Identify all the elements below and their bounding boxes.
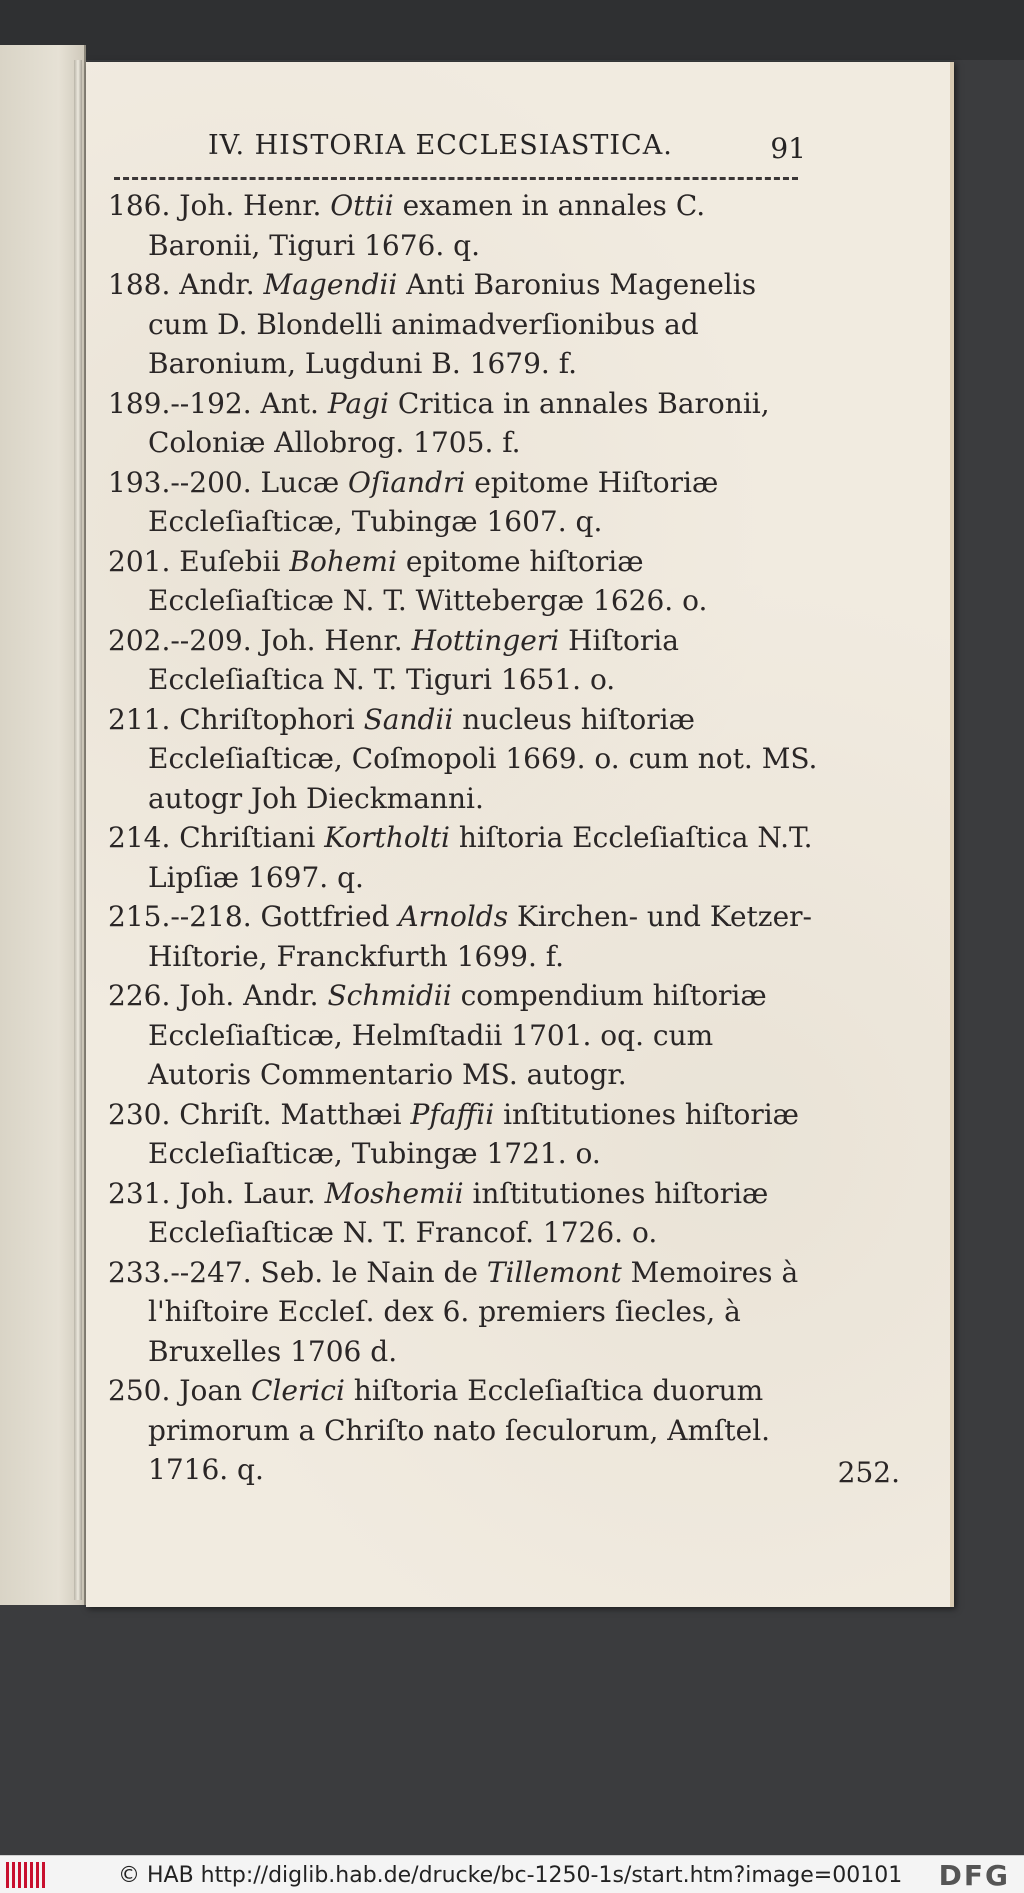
catalog-entry xyxy=(108,818,820,897)
entry-number: 230. xyxy=(108,1097,171,1131)
entry-text: epitome Hiſtoriæ Eccleſiaſticæ, Tubingæ 1607. q. xyxy=(148,465,719,538)
entry-text: Ant. xyxy=(260,386,328,420)
page-number: 91 xyxy=(770,132,806,165)
entry-text: Joh. Andr. xyxy=(179,979,328,1012)
entry-text: inſtitutiones hiſtoriæ Eccleſiaſticæ N. T. Francof. 1726. o. xyxy=(148,1176,769,1249)
entry-text: hiſtoria Eccleſiaſtica N.T. Lipſiæ 1697. q. xyxy=(148,821,813,894)
entry-text: Chriſtophori xyxy=(179,702,364,736)
entry-text: Kirchen- und Ketzer-Hiſtorie, Franckfurth 1699. f. xyxy=(148,900,812,973)
entry-text: Chriſtiani xyxy=(179,821,325,854)
entry-number: 250. xyxy=(108,1374,171,1407)
catalog-entry xyxy=(108,1253,820,1372)
running-title: IV. HISTORIA ECCLESIASTICA. xyxy=(208,130,673,161)
entry-text: Joh. Henr. xyxy=(179,189,331,222)
entry-author: Pagi xyxy=(327,386,389,420)
catalog-entry xyxy=(108,542,820,621)
entry-text: Joan xyxy=(179,1374,251,1407)
entry-text: Chriſt. Matthæi xyxy=(179,1097,411,1131)
entry-text: Critica in annales Baronii, Coloniæ Allobrog. 1705. f. xyxy=(148,386,770,459)
entry-author: Magendii xyxy=(263,268,398,301)
catalog-entry xyxy=(108,463,820,542)
entry-text: Anti Baronius Magenelis cum D. Blondelli animadverſionibus ad Baronium, Lugduni B. 1679. f. xyxy=(148,268,757,380)
dfg-logo: DFG xyxy=(938,1859,1010,1892)
entry-text: Joh. Laur. xyxy=(179,1176,325,1210)
entry-list xyxy=(108,186,820,1490)
entry-text: nucleus hiſtoriæ Eccleſiaſticæ, Coſmopoli 1669. o. cum not. MS. autogr Joh Dieckmanni. xyxy=(148,702,818,815)
entry-number: 233.--247. xyxy=(108,1255,252,1289)
catalog-entry xyxy=(108,186,820,265)
catalog-entry xyxy=(108,700,820,819)
entry-author: Pfaffii xyxy=(410,1097,495,1131)
entry-text: compendium hiſtoriæ Eccleſiaſticæ, Helmſtadii 1701. oq. cum Autoris Commentario MS. autogr. xyxy=(148,979,767,1091)
entry-text: Lucæ xyxy=(260,465,349,499)
catalog-entry xyxy=(108,1371,820,1490)
entry-author: Clerici xyxy=(250,1374,345,1407)
entry-author: Tillemont xyxy=(486,1255,622,1289)
entry-text: Hiſtoria Eccleſiaſtica N. T. Tiguri 1651. o. xyxy=(148,623,679,696)
entry-text: hiſtoria Eccleſiaſtica duorum primorum a Chriſto nato ſeculorum, Amſtel. 1716. q. xyxy=(148,1374,771,1486)
entry-author: Arnolds xyxy=(398,900,509,933)
catalog-entry xyxy=(108,621,820,700)
entry-author: Bohemi xyxy=(289,544,397,578)
entry-text: epitome hiſtoriæ Eccleſiaſticæ N. T. Wittebergæ 1626. o. xyxy=(148,544,708,617)
entry-author: Kortholti xyxy=(324,821,450,854)
header-rule xyxy=(114,177,798,180)
entry-number: 214. xyxy=(108,821,171,854)
entry-author: Hottingeri xyxy=(411,623,560,657)
entry-text: Euſebii xyxy=(179,544,290,578)
catalog-entry xyxy=(108,265,820,384)
entry-author: Ottii xyxy=(330,189,394,222)
entry-number: 202.--209. xyxy=(108,623,252,657)
entry-text: Gottfried xyxy=(260,900,399,933)
catalog-entry xyxy=(108,384,820,463)
entry-number: 231. xyxy=(108,1176,171,1210)
page-fold-edge xyxy=(74,60,82,1600)
entry-author: Moshemii xyxy=(324,1176,464,1210)
entry-number: 188. xyxy=(108,268,171,301)
entry-number: 189.--192. xyxy=(108,386,252,420)
scan-background xyxy=(0,0,1024,60)
entry-text: Seb. le Nain de xyxy=(260,1255,487,1289)
entry-text: Andr. xyxy=(179,268,264,301)
entry-number: 226. xyxy=(108,979,171,1012)
entry-author: Oſiandri xyxy=(348,465,466,499)
page-header xyxy=(124,128,814,168)
catalog-entry xyxy=(108,1095,820,1174)
entry-number: 211. xyxy=(108,702,171,736)
catalog-entry xyxy=(108,976,820,1095)
entry-text: examen in annales C. Baronii, Tiguri 1676. q. xyxy=(148,189,706,262)
entry-text: Memoires à l'hiſtoire Eccleſ. dex 6. premiers ſiecles, à Bruxelles 1706 d. xyxy=(148,1255,799,1368)
footer-bar xyxy=(0,1855,1024,1893)
catalog-entry xyxy=(108,897,820,976)
entry-number: 201. xyxy=(108,544,171,578)
entry-author: Sandii xyxy=(363,702,454,736)
library-logo-icon xyxy=(6,1862,46,1888)
entry-number: 186. xyxy=(108,189,171,222)
footer-citation: © HAB http://diglib.hab.de/drucke/bc-1250-1s/start.htm?image=00101 xyxy=(118,1863,903,1888)
entry-text: Joh. Henr. xyxy=(260,623,412,657)
catalog-entry xyxy=(108,1174,820,1253)
entry-number: 215.--218. xyxy=(108,900,252,933)
entry-author: Schmidii xyxy=(327,979,452,1012)
catchword: 252. xyxy=(837,1456,900,1489)
entry-text: inſtitutiones hiſtoriæ Eccleſiaſticæ, Tubingæ 1721. o. xyxy=(148,1097,800,1170)
entry-number: 193.--200. xyxy=(108,465,252,499)
